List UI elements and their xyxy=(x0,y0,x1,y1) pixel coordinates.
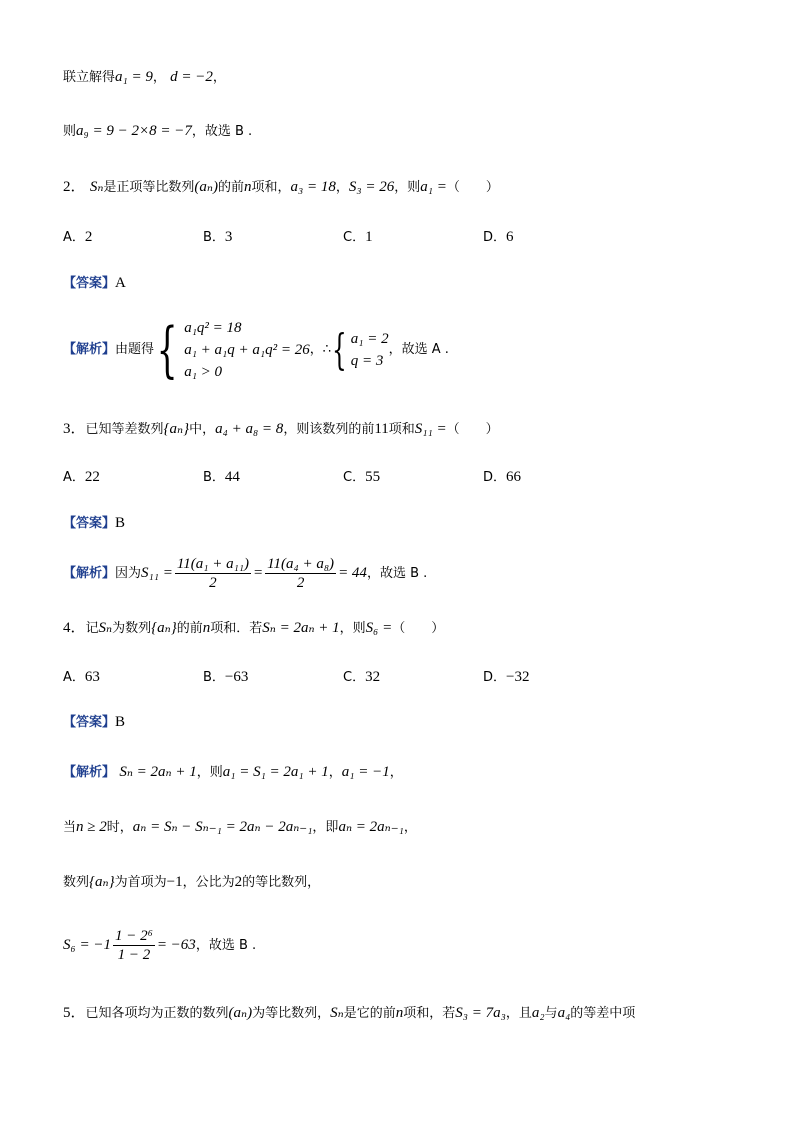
q2-option-c: C．1 xyxy=(343,229,373,245)
prev-line-2: 则a₉ = 9 − 2×8 = −7，故选 B . xyxy=(63,123,253,139)
question-5-stem: 5．已知各项均为正数的数列(aₙ)为等比数列，Sₙ是它的前n项和，若S₃ = 7a₃，且a₂与a₄的等差中项 xyxy=(63,1005,636,1021)
q3-option-c: C．55 xyxy=(343,469,381,485)
q3-answer: 【答案】B xyxy=(63,515,126,531)
q2-option-a: A．2 xyxy=(63,229,93,245)
q2-option-d: D．6 xyxy=(483,229,514,245)
q4-analysis-line-2: 当n ≥ 2时，aₙ = Sₙ − Sₙ₋₁ = 2aₙ − 2aₙ₋₁，即aₙ = 2aₙ₋₁， xyxy=(63,819,417,835)
prev-line-1: 联立解得a₁ = 9， d = −2， xyxy=(63,69,226,85)
q4-analysis-line-1: 【解析】 Sₙ = 2aₙ + 1，则a₁ = S₁ = 2a₁ + 1，a₁ = −1， xyxy=(63,764,403,780)
q4-option-d: D．−32 xyxy=(483,669,530,685)
q3-option-d: D．66 xyxy=(483,469,522,485)
q3-fraction-2: $\frac{\text{11(a₄ + a₈)}}{2}$ xyxy=(267,556,335,591)
q4-analysis-line-3: 数列{aₙ}为首项为−1，公比为2的等比数列， xyxy=(63,874,321,890)
q3-option-b: B．44 xyxy=(203,469,240,485)
q2-answer: 【答案】A xyxy=(63,275,126,291)
q4-answer: 【答案】B xyxy=(63,714,126,730)
q4-analysis-line-4: S₆ = −1 $\frac{\text{1 − 2⁶}}{1 - 2}$ = −63，故选 B . xyxy=(63,928,257,963)
q3-analysis: 【解析】因为S₁₁ = $\frac{\text{11(a₁ + a₁₁)}}{2}$ = $\frac{\text{11(a₄ + a₈)}}{2}$ = 44，故选 B . xyxy=(63,556,428,591)
q4-option-b: B．−63 xyxy=(203,669,249,685)
question-3-stem: 3．已知等差数列{aₙ}中，a₄ + a₈ = 8，则该数列的前11项和S₁₁ =（ ） xyxy=(63,421,499,437)
q4-option-c: C．32 xyxy=(343,669,381,685)
q4-fraction: $\frac{\text{1 − 2⁶}}{1 - 2}$ xyxy=(114,928,153,963)
q2-analysis: 【解析】由题得{ a₁q² = 18 a₁ + a₁q + a₁q² = 26 a₁ > 0 ，∴{ a₁ = 2 q = 3 ，故选 A . xyxy=(63,314,449,385)
q3-option-a: A．22 xyxy=(63,469,100,485)
question-2-stem: 2． Sₙ是正项等比数列(aₙ)的前n项和，a₃ = 18，S₃ = 26，则a₁ =（ ） xyxy=(63,179,499,195)
q3-fraction-1: $\frac{\text{11(a₁ + a₁₁)}}{2}$ xyxy=(176,556,249,591)
q4-option-a: A．63 xyxy=(63,669,100,685)
question-4-stem: 4．记Sₙ为数列{aₙ}的前n项和．若Sₙ = 2aₙ + 1，则S₆ =（ ） xyxy=(63,620,445,636)
q2-option-b: B．3 xyxy=(203,229,233,245)
